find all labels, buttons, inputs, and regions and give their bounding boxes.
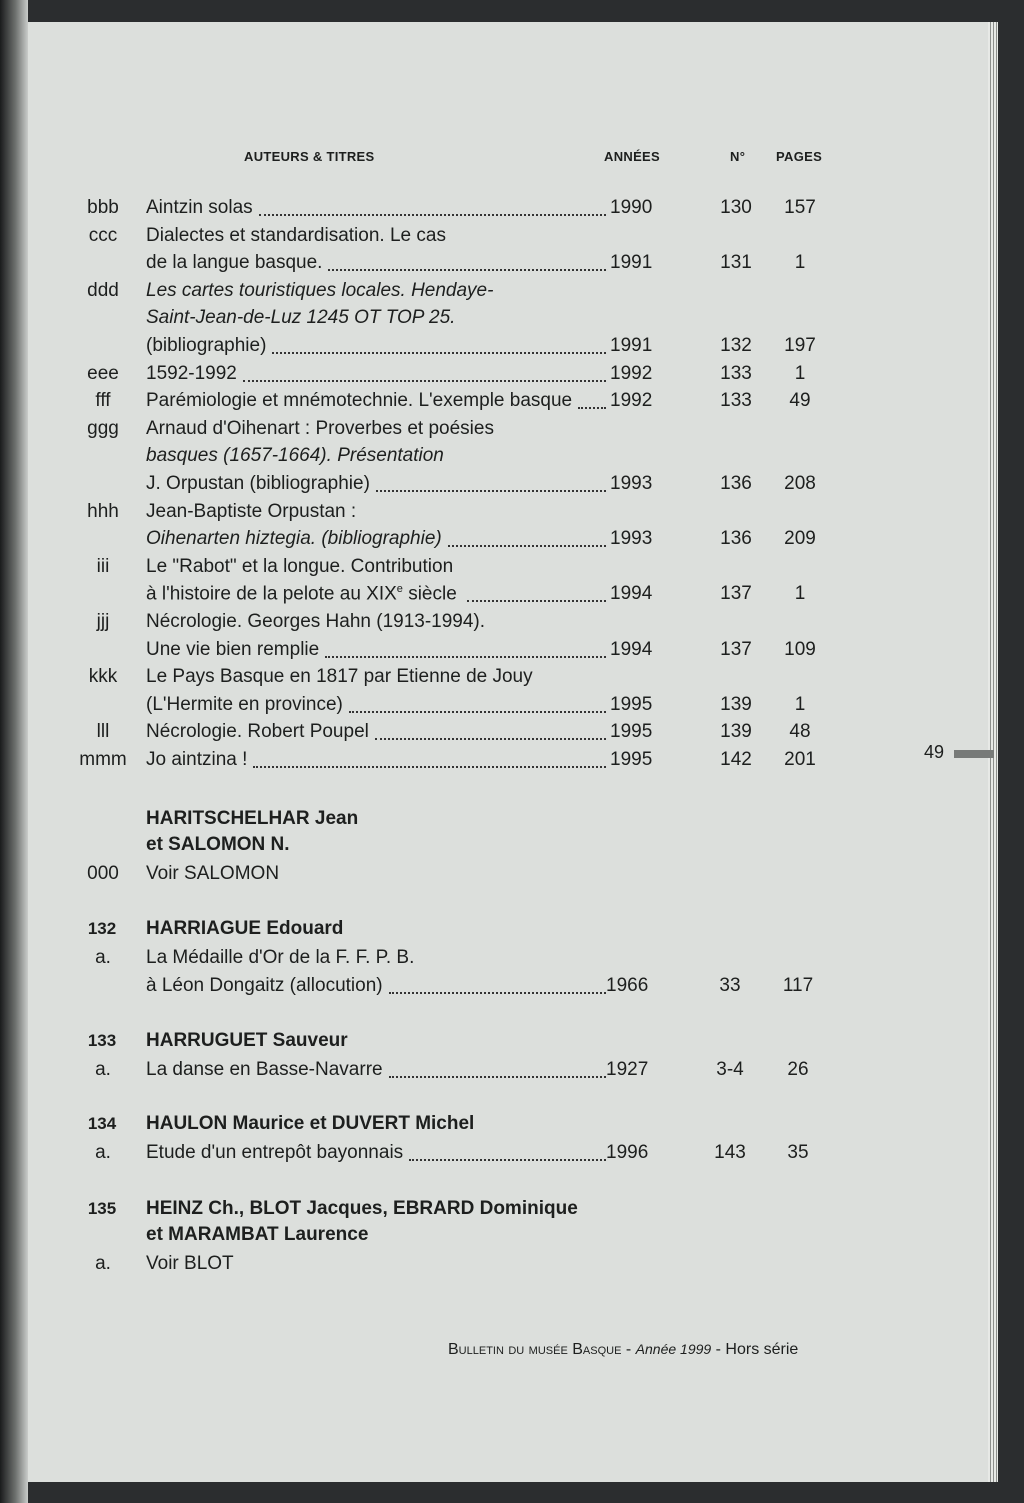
entry-number: 130 [720, 197, 752, 218]
leader-dots [389, 992, 606, 994]
entry-text: Arnaud d'Oihenart : Proverbes et poésies [146, 417, 494, 439]
author-name: HARITSCHELHAR Jean [146, 808, 359, 829]
item-year: 1966 [606, 974, 649, 996]
entry-text: (bibliographie) [146, 335, 267, 356]
item-year: 1927 [606, 1059, 649, 1080]
entry-text: Une vie bien remplie [146, 638, 320, 660]
author-name: et MARAMBAT Laurence [146, 1224, 369, 1245]
entry-year: 1994 [610, 583, 653, 605]
entry-year: 1993 [610, 473, 653, 494]
entry-text: (L'Hermite en province) [146, 693, 343, 715]
header-authors-titles: AUTEURS & TITRES [244, 149, 375, 164]
entry-text: Les cartes touristiques locales. Hendaye- [146, 279, 494, 301]
entry-text: Parémiologie et mnémotechnie. L'exemple basque [146, 390, 573, 412]
entry-text: Nécrologie. Georges Hahn (1913-1994). [146, 611, 486, 632]
header-pages: PAGES [776, 149, 823, 164]
author-name: HARRUGUET Sauveur [146, 1030, 348, 1051]
leader-dots [578, 407, 606, 409]
leader-dots [272, 352, 606, 354]
entry-code: hhh [87, 500, 119, 522]
item-number: 143 [714, 1142, 746, 1163]
entry-year: 1994 [610, 638, 653, 660]
entry-pages: 201 [784, 749, 816, 770]
footer-bulletin: Bulletin du musée Basque [448, 1341, 622, 1358]
entry-code: kkk [88, 666, 118, 688]
entry-text: 1592-1992 [146, 362, 237, 384]
leader-dots [259, 214, 606, 216]
entry-pages: 1 [794, 252, 806, 274]
entry-text: Nécrologie. Robert Poupel [146, 721, 369, 743]
footer-year: Année 1999 [635, 1341, 712, 1357]
entry-year: 1992 [610, 362, 653, 384]
footer-sep1: - [621, 1341, 636, 1358]
entry-text: à l'histoire de la pelote au XIXe siècle [146, 583, 457, 605]
leader-dots [389, 1076, 606, 1078]
entry-pages: 49 [789, 390, 811, 412]
entry-pages: 157 [784, 197, 816, 218]
leader-dots [467, 600, 606, 602]
item-text: à Léon Dongaitz (allocution) [146, 974, 383, 996]
entry-number: 142 [720, 749, 752, 770]
entry-text: Jo aintzina ! [146, 749, 248, 770]
side-page-number: 49 [924, 742, 945, 762]
entry-pages: 48 [789, 721, 811, 743]
leader-dots [376, 490, 606, 492]
entry-number: 136 [720, 528, 752, 550]
item-text: La Médaille d'Or de la F. F. P. B. [146, 947, 415, 968]
entry-pages: 208 [784, 473, 816, 494]
header-number: N° [730, 149, 746, 164]
item-code: a. [95, 1142, 111, 1163]
entry-text: Saint-Jean-de-Luz 1245 OT TOP 25. [146, 307, 456, 329]
entry-text: Dialectes et standardisation. Le cas [146, 224, 446, 246]
entry-pages: 1 [794, 583, 806, 605]
item-pages: 26 [787, 1059, 809, 1080]
item-code: a. [95, 1059, 111, 1080]
entry-number: 137 [720, 583, 752, 605]
item-text: Voir SALOMON [146, 863, 280, 884]
page-tab-marker [954, 750, 994, 758]
entry-text: basques (1657-1664). Présentation [146, 445, 444, 467]
entry-code: ddd [87, 279, 119, 301]
entry-code: iii [96, 555, 110, 577]
item-pages: 117 [782, 974, 814, 996]
item-number: 33 [719, 974, 741, 996]
item-text: Etude d'un entrepôt bayonnais [146, 1142, 404, 1163]
entry-year: 1991 [610, 335, 653, 356]
author-name: HARRIAGUE Edouard [146, 918, 344, 939]
entry-number: 136 [720, 473, 752, 494]
entry-year: 1995 [610, 749, 653, 770]
leader-dots [349, 711, 606, 713]
entry-number: 137 [720, 638, 752, 660]
author-number: 133 [87, 1031, 117, 1050]
item-text: La danse en Basse-Navarre [146, 1059, 383, 1080]
item-number: 3-4 [716, 1059, 744, 1080]
entry-code: jjj [96, 611, 110, 632]
footer-sep2: - [711, 1341, 726, 1358]
entry-year: 1995 [610, 721, 653, 743]
header-years: ANNÉES [604, 149, 660, 164]
entry-text: Jean-Baptiste Orpustan : [146, 500, 357, 522]
author-name: HEINZ Ch., BLOT Jacques, EBRARD Dominique [146, 1198, 578, 1219]
entry-number: 133 [720, 390, 752, 412]
item-pages: 35 [787, 1142, 809, 1163]
entry-year: 1995 [610, 693, 653, 715]
entry-code: ggg [87, 417, 119, 439]
entry-pages: 1 [794, 693, 806, 715]
entry-text: de la langue basque. [146, 252, 323, 274]
leader-dots [448, 545, 606, 547]
entry-code: lll [96, 721, 110, 743]
entry-pages: 109 [784, 638, 816, 660]
entry-code: mmm [79, 749, 127, 770]
leader-dots [253, 766, 606, 768]
item-code: 000 [87, 863, 119, 884]
entry-pages: 209 [784, 528, 816, 550]
entry-year: 1991 [610, 252, 653, 274]
entry-number: 131 [720, 252, 752, 274]
entry-number: 139 [720, 721, 752, 743]
entry-year: 1990 [610, 197, 653, 218]
entry-code: fff [95, 390, 111, 412]
entry-number: 133 [720, 362, 752, 384]
leader-dots [328, 269, 606, 271]
entry-number: 132 [720, 335, 752, 356]
entry-code: bbb [87, 197, 119, 218]
entry-year: 1992 [610, 390, 653, 412]
entry-year: 1993 [610, 528, 653, 550]
entry-text: Le Pays Basque en 1817 par Etienne de Jouy [146, 666, 533, 688]
entry-text: Oihenarten hiztegia. (bibliographie) [146, 528, 442, 550]
entry-pages: 1 [794, 362, 806, 384]
entry-code: ccc [88, 224, 118, 246]
item-text: Voir BLOT [146, 1253, 234, 1274]
leader-dots [375, 738, 606, 740]
book-spine [0, 0, 28, 1503]
item-code: a. [95, 1253, 111, 1274]
entry-text: Aintzin solas [146, 197, 253, 218]
entry-number: 139 [720, 693, 752, 715]
leader-dots [409, 1159, 606, 1161]
author-name: et SALOMON N. [146, 834, 290, 855]
author-name: HAULON Maurice et DUVERT Michel [146, 1113, 475, 1134]
entry-pages: 197 [784, 335, 816, 356]
item-code: a. [95, 947, 111, 968]
entry-text: Le "Rabot" et la longue. Contribution [146, 555, 454, 577]
footer-hors: Hors série [725, 1341, 799, 1358]
leader-dots [325, 656, 606, 658]
leader-dots [243, 380, 606, 382]
item-year: 1996 [606, 1142, 649, 1163]
author-number: 132 [87, 919, 117, 938]
entry-text: J. Orpustan (bibliographie) [146, 473, 370, 494]
footer [448, 1341, 798, 1359]
author-number: 135 [87, 1199, 117, 1218]
entry-code: eee [87, 362, 119, 384]
author-number: 134 [87, 1114, 117, 1133]
